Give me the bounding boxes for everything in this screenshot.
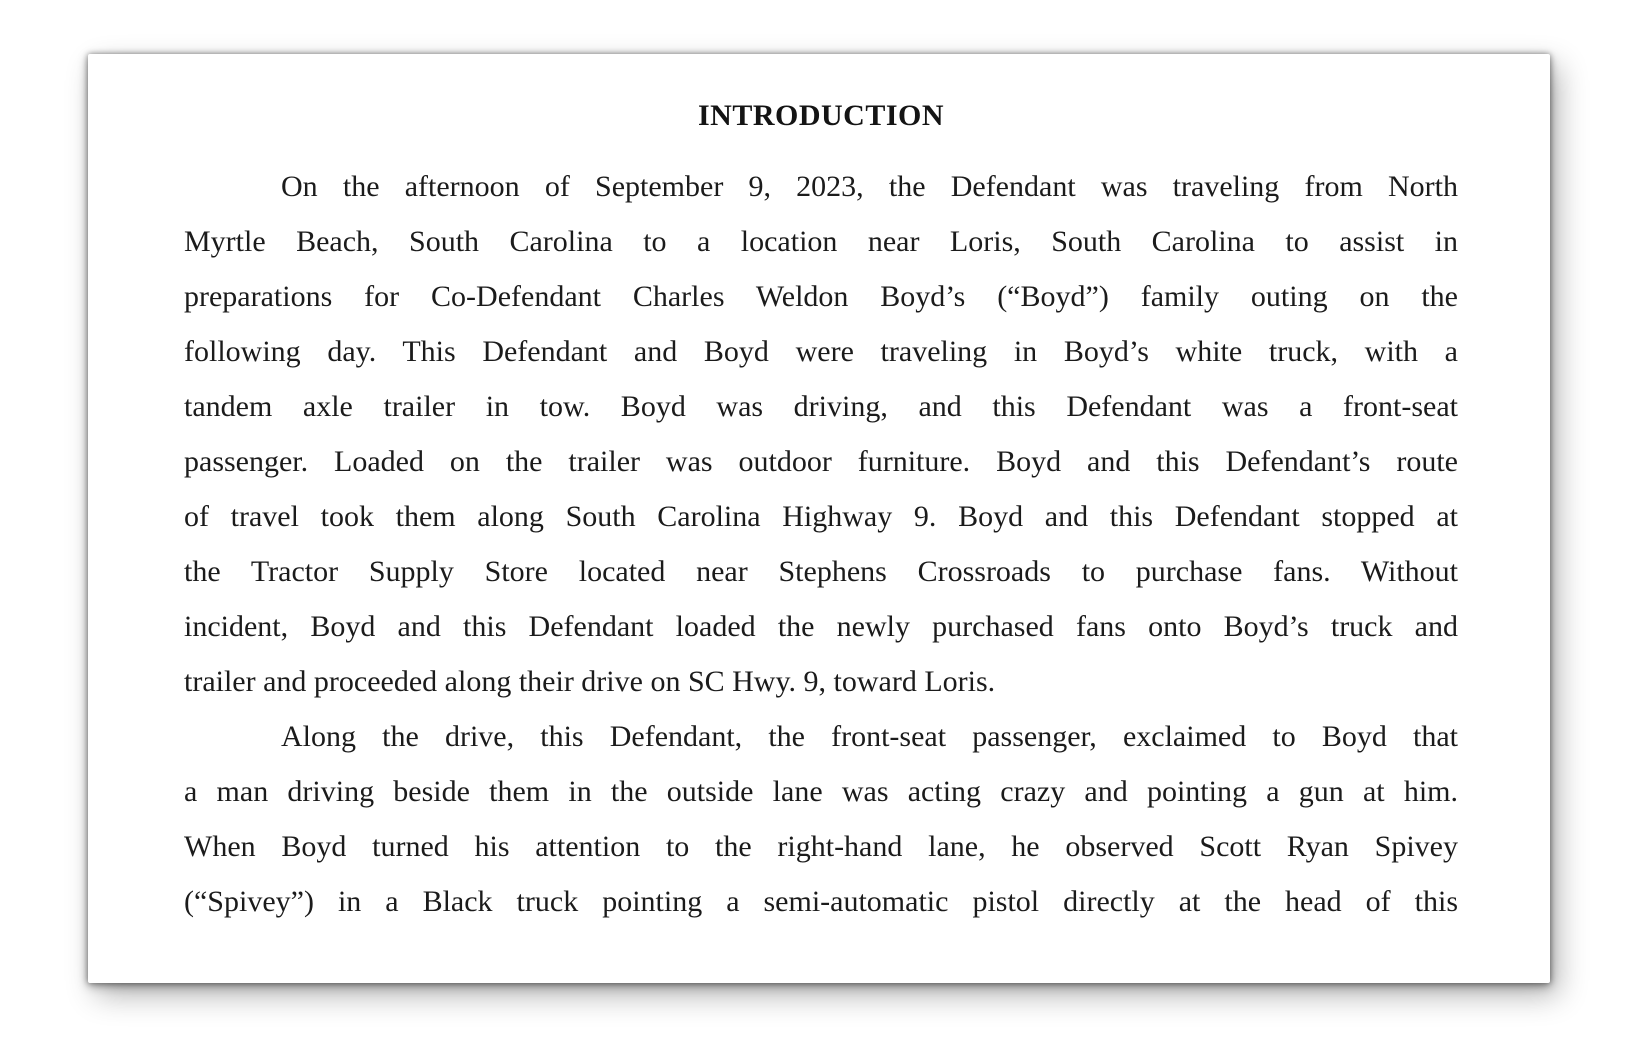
text-line: On the afternoon of September 9, 2023, the Defendant was traveling from North: [281, 170, 1458, 203]
document-page: [88, 54, 1550, 983]
text-line: trailer and proceeded along their drive on SC Hwy. 9, toward Loris.: [184, 665, 996, 698]
text-line: following day. This Defendant and Boyd were traveling in Boyd’s white truck, with a: [184, 335, 1458, 368]
text-line: Myrtle Beach, South Carolina to a location near Loris, South Carolina to assist in: [184, 225, 1458, 258]
text-line: preparations for Co-Defendant Charles Weldon Boyd’s (“Boyd”) family outing on the: [184, 280, 1458, 313]
text-line: Along the drive, this Defendant, the front-seat passenger, exclaimed to Boyd that: [281, 720, 1458, 753]
document-text: [184, 159, 1458, 929]
text-line: the Tractor Supply Store located near Stephens Crossroads to purchase fans. Without: [184, 555, 1458, 588]
text-line: a man driving beside them in the outside lane was acting crazy and pointing a gun at him.: [184, 775, 1458, 808]
document-content: [88, 54, 1550, 929]
text-line: When Boyd turned his attention to the right-hand lane, he observed Scott Ryan Spivey: [184, 830, 1458, 863]
text-line: incident, Boyd and this Defendant loaded the newly purchased fans onto Boyd’s truck and: [184, 610, 1458, 643]
text-line: (“Spivey”) in a Black truck pointing a semi-automatic pistol directly at the head of this: [184, 885, 1458, 918]
section-title: INTRODUCTION: [697, 99, 945, 132]
text-line: of travel took them along South Carolina Highway 9. Boyd and this Defendant stopped at: [184, 500, 1458, 533]
text-line: passenger. Loaded on the trailer was outdoor furniture. Boyd and this Defendant’s route: [184, 445, 1458, 478]
text-line: tandem axle trailer in tow. Boyd was driving, and this Defendant was a front-seat: [184, 390, 1458, 423]
